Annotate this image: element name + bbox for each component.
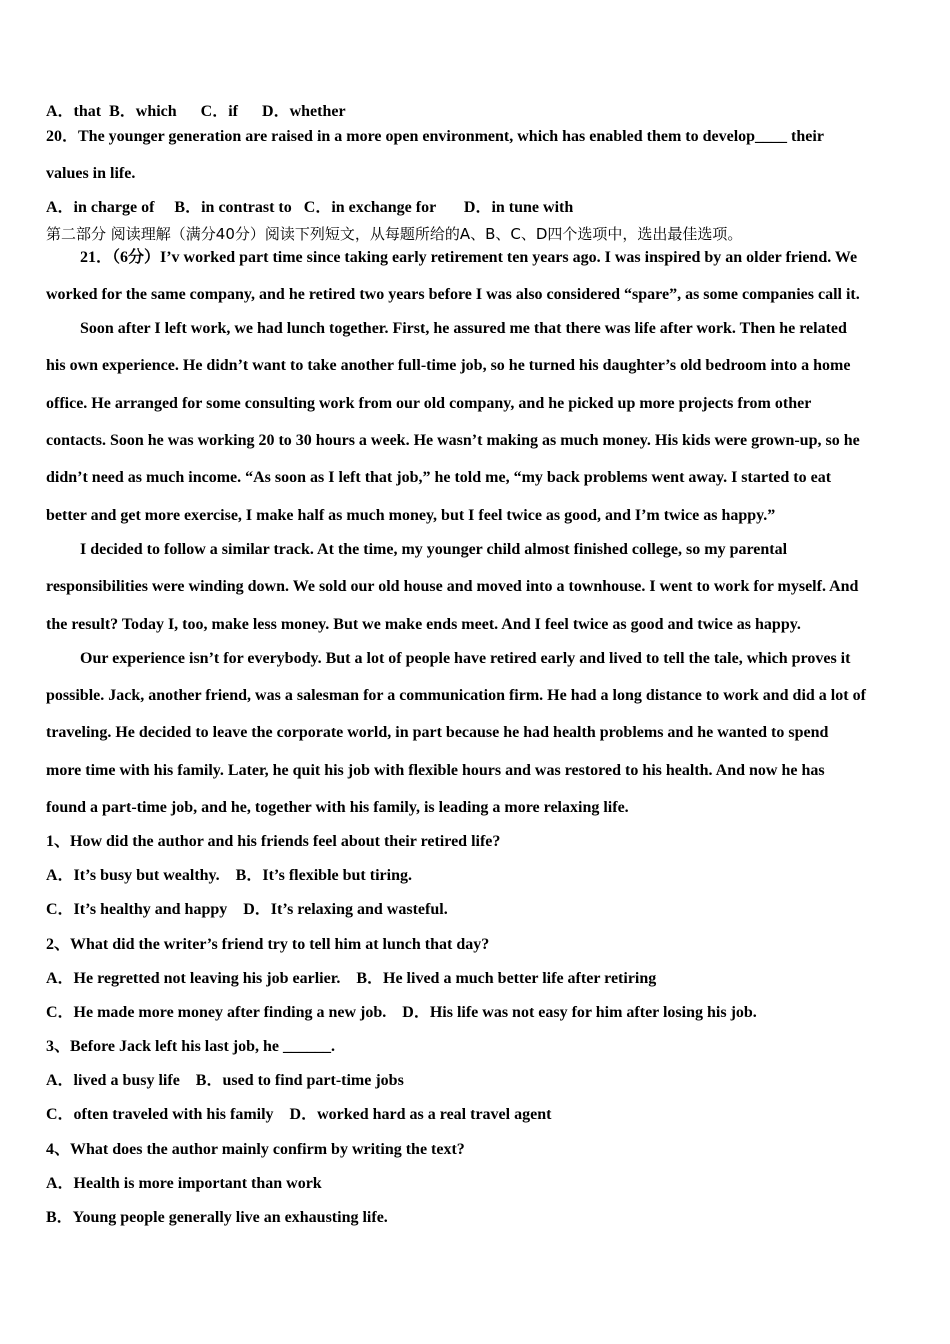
question-2-options-row-2: C．He made more money after finding a new job. D．His life was not easy for him after losing his job. — [46, 1004, 757, 1021]
question-4-option-b: B．Young people generally live an exhausting life. — [46, 1209, 388, 1226]
passage-line: found a part-time job, and he, together with his family, is leading a more relaxing life. — [46, 799, 629, 816]
passage-line: I decided to follow a similar track. At the time, my younger child almost finished college, so my parental — [80, 541, 788, 558]
passage-line: contacts. Soon he was working 20 to 30 hours a week. He wasn’t making as much money. His kids were grown-up, so he — [46, 432, 860, 449]
question-4-option-a: A．Health is more important than work — [46, 1175, 322, 1192]
question-1-options-row-1: A．It’s busy but wealthy. B．It’s flexible but tiring. — [46, 867, 412, 884]
passage-line: the result? Today I, too, make less money. But we make ends meet. And I feel twice as good and twice as happy. — [46, 616, 801, 633]
question-2-options-row-1: A．He regretted not leaving his job earlier. B．He lived a much better life after retiring — [46, 970, 657, 987]
question-3-stem: 3、Before Jack left his last job, he ______. — [46, 1038, 336, 1055]
passage-line: his own experience. He didn’t want to take another full-time job, so he turned his daughter’s old bedroom into a home — [46, 357, 851, 374]
q19-options: A．that B．which C．if D．whether — [46, 103, 346, 120]
passage-line: traveling. He decided to leave the corporate world, in part because he had health problems and he wanted to spend — [46, 724, 829, 741]
passage-line: Soon after I left work, we had lunch together. First, he assured me that there was life after work. Then he related — [80, 320, 847, 337]
q20-options: A．in charge of B．in contrast to C．in exchange for D．in tune with — [46, 199, 574, 216]
question-1-options-row-2: C．It’s healthy and happy D．It’s relaxing and wasteful. — [46, 901, 448, 918]
passage-line: worked for the same company, and he retired two years before I was also considered “spare”, as some companies call it. — [46, 286, 860, 303]
passage-line: responsibilities were winding down. We sold our old house and moved into a townhouse. I went to work for myself. And — [46, 578, 859, 595]
passage-line: Our experience isn’t for everybody. But a lot of people have retired early and lived to tell the tale, which proves it — [80, 650, 851, 667]
passage-line: better and get more exercise, I make half as much money, but I feel twice as good, and I’m twice as happy.” — [46, 507, 776, 524]
passage-line: didn’t need as much income. “As soon as I left that job,” he told me, “my back problems went away. I started to eat — [46, 469, 832, 486]
q20-stem-line-1: 20．The younger generation are raised in a more open environment, which has enabled them to develop____ their — [46, 128, 824, 145]
q20-stem-line-2: values in life. — [46, 165, 136, 182]
question-1-stem: 1、How did the author and his friends feel about their retired life? — [46, 833, 501, 850]
passage-line: possible. Jack, another friend, was a salesman for a communication firm. He had a long distance to work and did a lot of — [46, 687, 866, 704]
question-4-stem: 4、What does the author mainly confirm by writing the text? — [46, 1141, 465, 1158]
section-heading: 第二部分 阅读理解（满分40分）阅读下列短文，从每题所给的A、B、C、D四个选项中，选出最佳选项。 — [46, 225, 743, 243]
passage-line: more time with his family. Later, he quit his job with flexible hours and was restored to his health. And now he has — [46, 762, 825, 779]
question-2-stem: 2、What did the writer’s friend try to tell him at lunch that day? — [46, 936, 490, 953]
passage-line: office. He arranged for some consulting work from our old company, and he picked up more projects from other — [46, 395, 812, 412]
passage-line: 21．（6分）I’v worked part time since taking early retirement ten years ago. I was inspired by an older friend. We — [80, 249, 858, 266]
question-3-options-row-1: A．lived a busy life B．used to find part-time jobs — [46, 1072, 404, 1089]
question-3-options-row-2: C．often traveled with his family D．worked hard as a real travel agent — [46, 1106, 552, 1123]
